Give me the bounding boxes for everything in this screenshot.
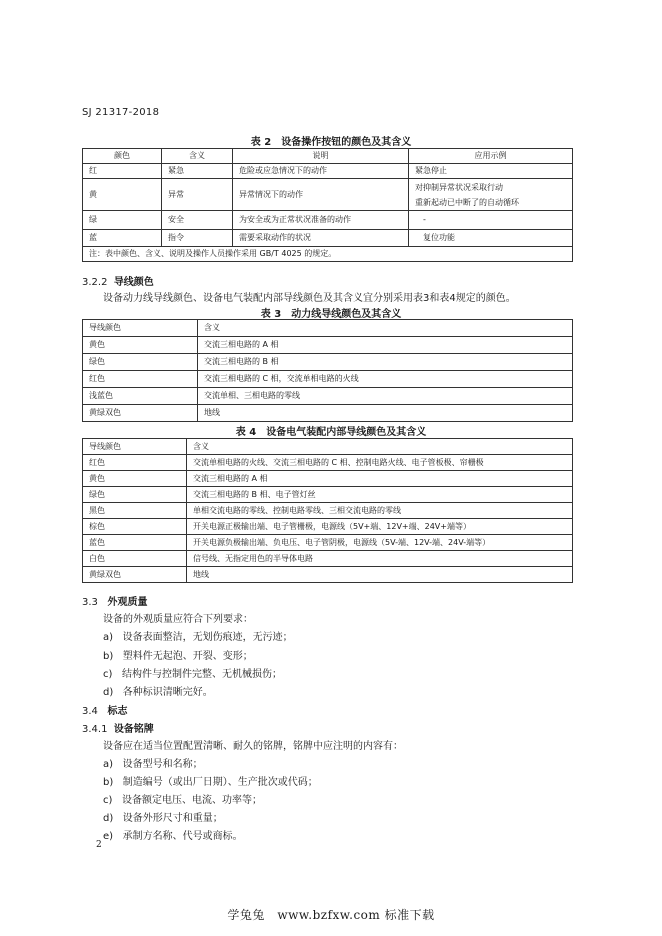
table2-header-desc: 说明 (233, 149, 409, 164)
table3-cell: 交流三相电路的 C 相，交流单相电路的火线 (198, 371, 573, 388)
table3-cell: 交流单相、三相电路的零线 (198, 388, 573, 405)
section-title: 外观质量 (107, 597, 148, 608)
standard-code: SJ 21317-2018 (82, 107, 160, 118)
section-number: 3.4.1 (82, 724, 108, 735)
list-item-label: c) (103, 669, 113, 680)
list-item (103, 773, 318, 788)
table4-cell: 白色 (83, 551, 187, 567)
table-row (83, 471, 573, 487)
section-title: 标志 (107, 706, 128, 717)
table2-header-meaning: 含义 (162, 149, 233, 164)
list-item (103, 791, 262, 806)
table3-cell: 黄色 (83, 337, 198, 354)
list-item-label: a) (103, 759, 114, 770)
table-row (83, 519, 573, 535)
table4-cell: 信号线、无指定用色的半导体电路 (187, 551, 573, 567)
table2-cell: 黄 (83, 179, 162, 211)
table4-cell: 黄绿双色 (83, 567, 187, 583)
table-row (83, 455, 573, 471)
table2-note-row (83, 247, 573, 262)
page-number: 2 (96, 840, 102, 850)
table-row (83, 503, 573, 519)
section-33-intro: 设备的外观质量应符合下列要求： (103, 614, 253, 625)
list-item-text: 各种标识清晰完好。 (122, 687, 213, 698)
table4-header-meaning: 含义 (187, 439, 573, 455)
table4-header-row (83, 439, 573, 455)
table2-cell: - (409, 211, 573, 230)
table2-cell: 紧急 (162, 164, 233, 179)
table3-cell: 黄绿双色 (83, 405, 198, 422)
table2-cell-line: 对抑制异常状况采取行动 (415, 182, 503, 192)
section-title: 导线颜色 (113, 277, 154, 288)
footer-watermark: 学兔兔 www.bzfxw.com 标准下载 (227, 908, 435, 922)
table4-header-color: 导线颜色 (83, 439, 187, 455)
table-row (83, 371, 573, 388)
table4-cell: 绿色 (83, 487, 187, 503)
list-item (103, 665, 282, 680)
list-item-text: 结构件与控制件完整、无机械损伤； (121, 669, 282, 680)
list-item-label: b) (103, 777, 114, 788)
section-341-heading (82, 720, 154, 735)
list-item-label: a) (103, 632, 114, 643)
table-row (83, 230, 573, 247)
table2-cell: 需要采取动作的状况 (233, 230, 409, 247)
table3-header-color: 导线颜色 (83, 320, 198, 337)
table2-cell: 异常 (162, 179, 233, 211)
table4-cell: 单相交流电路的零线、控制电路零线、三相交流电路的零线 (187, 503, 573, 519)
section-34-heading (82, 702, 127, 717)
table-row (83, 487, 573, 503)
list-item-text: 设备外形尺寸和重量； (122, 813, 223, 824)
table4-cell: 蓝色 (83, 535, 187, 551)
table4-cell: 交流三相电路的 B 相、电子管灯丝 (187, 487, 573, 503)
table2-note: 注：表中颜色、含义、说明及操作人员操作采用 GB/T 4025 的规定。 (83, 247, 573, 262)
table-row (83, 164, 573, 179)
list-item-text: 设备型号和名称； (122, 759, 203, 770)
table2-cell: 紧急停止 (409, 164, 573, 179)
section-341-intro: 设备应在适当位置配置清晰、耐久的铭牌，铭牌中应注明的内容有： (103, 741, 403, 752)
table-row (83, 337, 573, 354)
table4-cell: 开关电源正极输出端、电子管栅极，电源线（5V+端、12V+端、24V+端等） (187, 519, 573, 535)
table3-cell: 浅蓝色 (83, 388, 198, 405)
table3-header-meaning: 含义 (198, 320, 573, 337)
table2-cell: 绿 (83, 211, 162, 230)
list-item-label: c) (103, 795, 113, 806)
table2-cell: 安全 (162, 211, 233, 230)
section-33-heading (82, 593, 147, 608)
list-item-text: 制造编号（或出厂日期）、生产批次或代码； (122, 777, 318, 788)
table3-cell: 交流三相电路的 A 相 (198, 337, 573, 354)
table4-cell: 开关电源负极输出端、负电压、电子管阴极，电源线（5V-端、12V-端、24V-端等） (187, 535, 573, 551)
table2-cell (409, 179, 573, 211)
table3-cell: 交流三相电路的 B 相 (198, 354, 573, 371)
section-number: 3.4 (82, 706, 98, 717)
section-title: 设备铭牌 (113, 724, 154, 735)
list-item-text: 承制方名称、代号或商标。 (122, 831, 243, 842)
list-item (103, 647, 253, 662)
list-item-label: b) (103, 651, 114, 662)
table4-caption: 表 4 设备电气装配内部导线颜色及其含义 (235, 427, 427, 438)
list-item-label: d) (103, 687, 114, 698)
table-row (83, 535, 573, 551)
table4 (82, 438, 573, 583)
table4-cell: 黑色 (83, 503, 187, 519)
list-item (103, 755, 203, 770)
table2-cell-line: 重新起动已中断了的自动循环 (415, 197, 519, 207)
table4-cell: 红色 (83, 455, 187, 471)
table2-cell: 危险或应急情况下的动作 (233, 164, 409, 179)
table-row (83, 211, 573, 230)
table2-header-example: 应用示例 (409, 149, 573, 164)
table4-cell: 地线 (187, 567, 573, 583)
table3-cell: 地线 (198, 405, 573, 422)
table-row (83, 405, 573, 422)
table2-cell: 红 (83, 164, 162, 179)
table2 (82, 148, 573, 262)
table2-cell: 复位功能 (409, 230, 573, 247)
table4-cell: 棕色 (83, 519, 187, 535)
table2-cell: 蓝 (83, 230, 162, 247)
table-row (83, 551, 573, 567)
table3-caption: 表 3 动力线导线颜色及其含义 (260, 309, 402, 320)
list-item (103, 628, 293, 643)
section-322-text: 设备动力线导线颜色、设备电气装配内部导线颜色及其含义宜分别采用表3和表4规定的颜色。 (103, 293, 516, 304)
table4-cell: 黄色 (83, 471, 187, 487)
table2-cell: 为安全或为正常状况准备的动作 (233, 211, 409, 230)
section-322-heading (82, 273, 154, 288)
table2-cell: 指令 (162, 230, 233, 247)
table3-cell: 绿色 (83, 354, 198, 371)
table3-header-row (83, 320, 573, 337)
table-row (83, 567, 573, 583)
table2-header-row (83, 149, 573, 164)
table-row (83, 354, 573, 371)
table2-caption: 表 2 设备操作按钮的颜色及其含义 (250, 137, 412, 148)
list-item-text: 塑料件无起泡、开裂、变形； (122, 651, 253, 662)
list-item (103, 683, 213, 698)
table4-cell: 交流单相电路的火线、交流三相电路的 C 相、控制电路火线、电子管板极、帘栅极 (187, 455, 573, 471)
list-item-label: e) (103, 831, 114, 842)
section-number: 3.3 (82, 597, 98, 608)
list-item-label: d) (103, 813, 114, 824)
list-item-text: 设备额定电压、电流、功率等； (121, 795, 262, 806)
section-number: 3.2.2 (82, 277, 108, 288)
table-row (83, 388, 573, 405)
table2-cell: 异常情况下的动作 (233, 179, 409, 211)
table-row (83, 179, 573, 211)
table3-cell: 红色 (83, 371, 198, 388)
list-item-text: 设备表面整洁，无划伤痕迹，无污迹； (122, 632, 293, 643)
table4-cell: 交流三相电路的 A 相 (187, 471, 573, 487)
table2-header-color: 颜色 (83, 149, 162, 164)
list-item (103, 809, 223, 824)
table3 (82, 319, 573, 422)
list-item (103, 827, 243, 842)
